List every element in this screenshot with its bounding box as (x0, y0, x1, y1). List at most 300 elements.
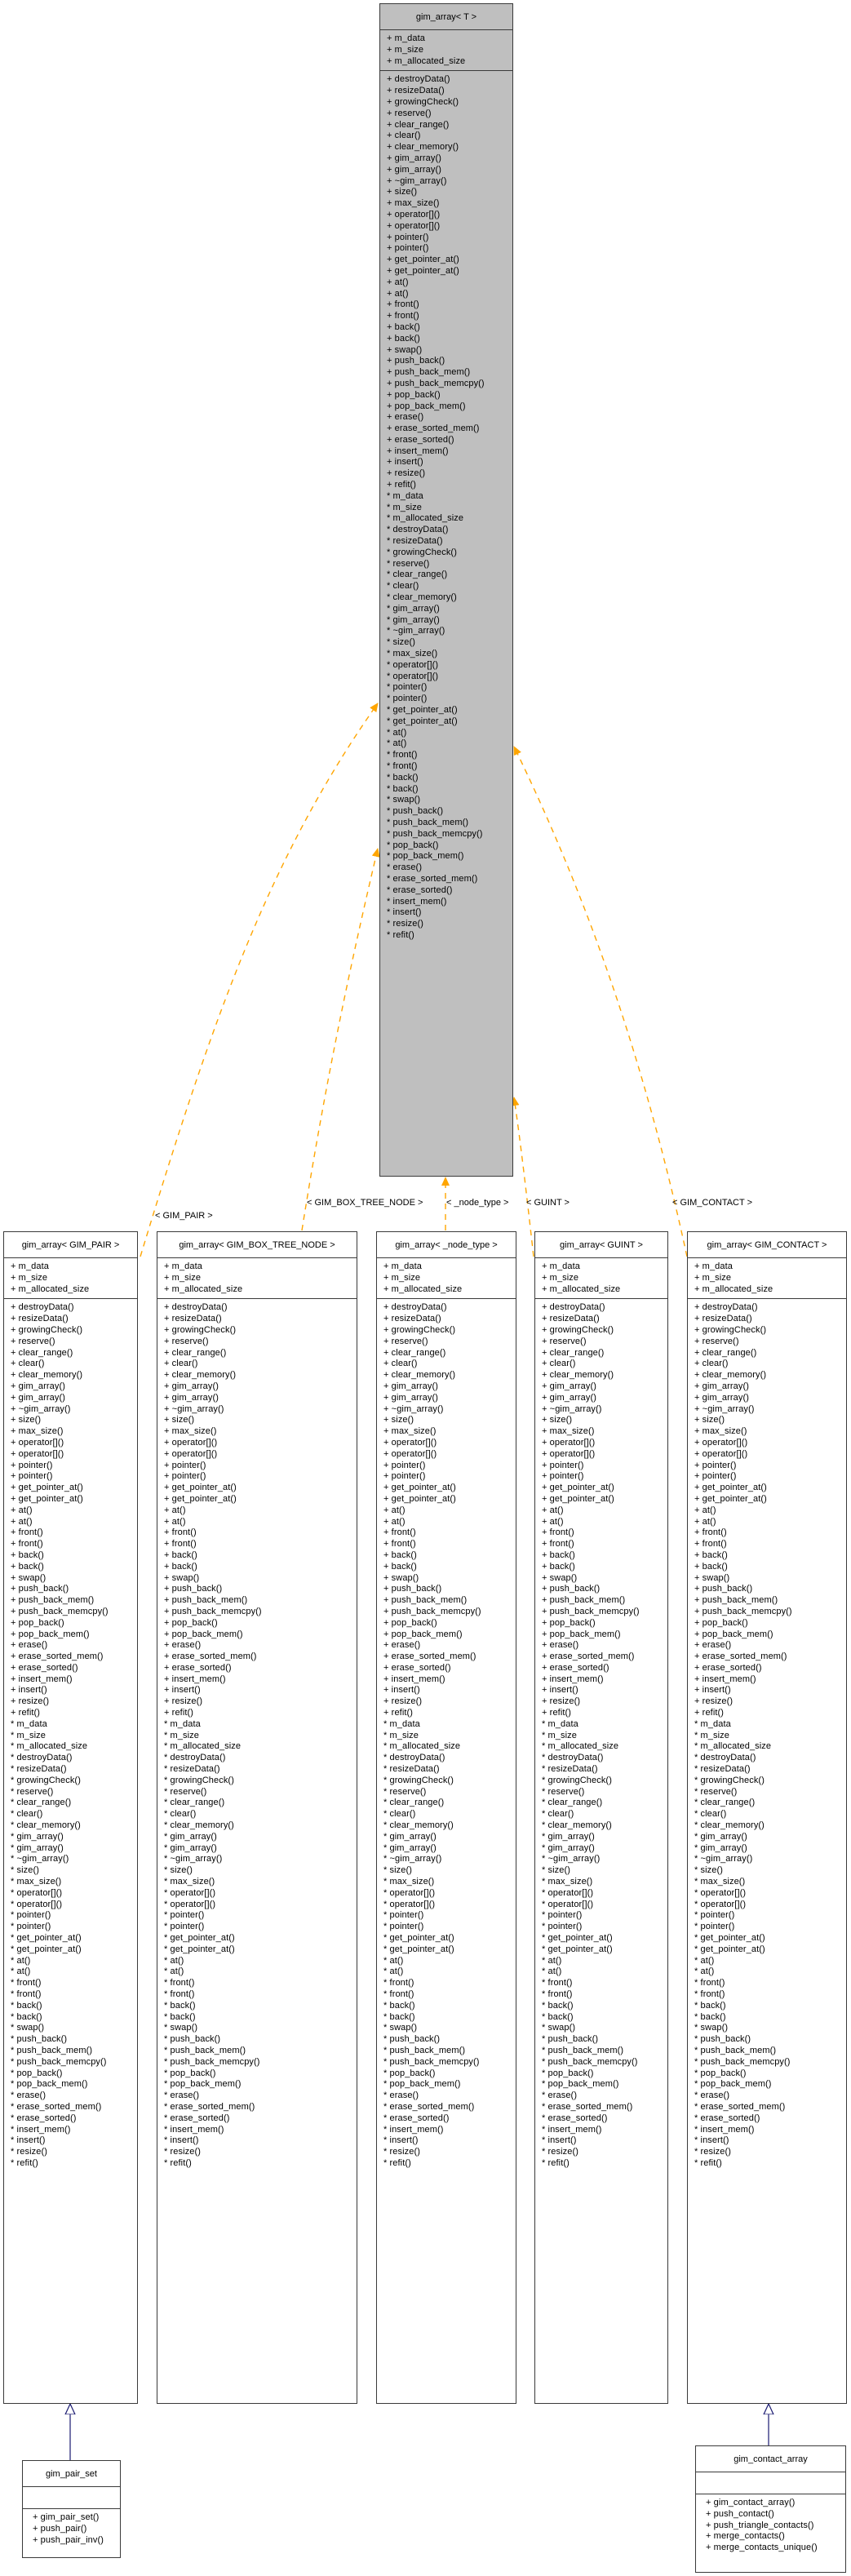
member-row: + at() (694, 1516, 716, 1527)
member-row: + pointer() (383, 1460, 426, 1470)
member-row: * gim_array() (542, 1842, 595, 1853)
member-row: + m_size (387, 44, 424, 55)
member-row: + back() (542, 1561, 575, 1572)
member-row: * size() (542, 1865, 571, 1876)
member-row: + get_pointer_at() (694, 1493, 767, 1504)
member-row: * push_back() (164, 2034, 221, 2045)
member-row: + max_size() (387, 198, 440, 209)
member-row: + front() (694, 1527, 727, 1538)
member-row: * clear_memory() (387, 592, 457, 603)
member-row: * push_back_memcpy() (694, 2056, 791, 2067)
member-row: * erase() (542, 2091, 578, 2101)
member-row: * erase() (383, 2091, 419, 2101)
member-row: + erase_sorted() (694, 1662, 762, 1673)
member-row: + resizeData() (694, 1314, 752, 1324)
member-row: * get_pointer_at() (11, 1933, 82, 1944)
member-row: + resizeData() (542, 1314, 600, 1324)
member-row: * front() (694, 1978, 725, 1989)
member-row: + destroyData() (542, 1302, 605, 1313)
edge-guint (514, 1097, 534, 1257)
member-row: + size() (164, 1415, 195, 1425)
member-row: * pointer() (383, 1922, 424, 1932)
member-row: * get_pointer_at() (383, 1933, 454, 1944)
member-row: * push_back_mem() (164, 2045, 246, 2055)
member-row: + m_data (383, 1261, 422, 1271)
member-row: + ~gim_array() (387, 175, 447, 186)
member-row: + at() (387, 277, 409, 287)
member-row: + push_back_mem() (542, 1595, 626, 1606)
member-row: + front() (383, 1527, 416, 1538)
member-row: * destroyData() (694, 1753, 756, 1763)
member-row: * resizeData() (11, 1764, 67, 1775)
member-row: + resize() (164, 1696, 203, 1707)
member-row: * resize() (542, 2147, 579, 2157)
member-row: * erase_sorted_mem() (383, 2101, 475, 2112)
member-row: * pointer() (542, 1910, 583, 1921)
member-row: * front() (542, 1978, 573, 1989)
member-row: * insert_mem() (694, 2124, 755, 2135)
member-row: * at() (387, 738, 407, 749)
member-row: * push_back_memcpy() (11, 2056, 107, 2067)
member-row: * size() (11, 1865, 40, 1876)
class-box-gim-array-t[interactable] (379, 3, 513, 1177)
member-row: + insert() (164, 1685, 201, 1696)
edge-gim-box-tree-node (302, 849, 378, 1230)
member-row: * growingCheck() (542, 1775, 612, 1785)
member-row: * insert_mem() (164, 2124, 224, 2135)
member-row: + erase_sorted() (11, 1662, 78, 1673)
member-row: * resize() (387, 919, 424, 929)
member-row: + pointer() (387, 243, 429, 254)
member-row: + insert_mem() (542, 1674, 604, 1684)
attributes-section (696, 2472, 845, 2494)
member-row: + pop_back() (164, 1617, 218, 1628)
member-row: + m_size (164, 1272, 202, 1283)
member-row: + back() (387, 333, 420, 344)
member-row: + m_size (383, 1272, 421, 1283)
member-row: + reserve() (387, 108, 432, 118)
member-row: + at() (542, 1505, 564, 1515)
member-row: * clear_memory() (694, 1820, 765, 1831)
member-row: + push_contact() (706, 2508, 774, 2519)
member-row: * max_size() (11, 1877, 62, 1887)
member-row: * gim_array() (164, 1842, 217, 1853)
class-box-gim-array-node-type[interactable] (376, 1231, 516, 2404)
member-row: * at() (11, 1966, 31, 1977)
member-row: + push_back_mem() (387, 367, 471, 378)
member-row: + pointer() (694, 1460, 737, 1470)
member-row: + get_pointer_at() (387, 265, 459, 276)
member-row: + reserve() (694, 1336, 739, 1346)
member-row: * m_size (11, 1730, 46, 1740)
member-row: * at() (164, 1966, 184, 1977)
member-row: + clear() (694, 1359, 729, 1369)
member-row: + erase() (164, 1640, 202, 1651)
member-row: * pop_back() (164, 2068, 216, 2078)
member-row: * push_back() (11, 2034, 68, 2045)
member-row: + resizeData() (164, 1314, 222, 1324)
member-row: * clear_range() (542, 1798, 603, 1808)
member-row: * pop_back_mem() (694, 2079, 772, 2090)
member-row: * back() (387, 783, 419, 794)
member-row: + pop_back() (387, 389, 441, 400)
member-row: * reserve() (694, 1786, 738, 1797)
member-row: + erase_sorted() (164, 1662, 232, 1673)
member-row: * get_pointer_at() (383, 1944, 454, 1954)
member-row: * front() (387, 761, 418, 771)
member-row: * front() (11, 1978, 42, 1989)
member-row: + front() (383, 1539, 416, 1550)
member-row: * operator[]() (383, 1887, 436, 1898)
member-row: * at() (387, 727, 407, 738)
member-row: * max_size() (387, 649, 438, 659)
member-row: * size() (383, 1865, 413, 1876)
member-row: * push_back_mem() (694, 2045, 777, 2055)
member-row: + gim_array() (387, 153, 442, 163)
member-row: + growingCheck() (383, 1324, 456, 1335)
member-row: * resize() (383, 2147, 421, 2157)
member-row: + insert() (542, 1685, 578, 1696)
member-row: * push_back_memcpy() (383, 2056, 480, 2067)
member-row: + max_size() (164, 1426, 217, 1437)
member-row: * erase_sorted() (383, 2113, 450, 2123)
member-row: * get_pointer_at() (694, 1944, 765, 1954)
member-row: + pop_back_mem() (542, 1629, 621, 1639)
member-row: + erase() (387, 412, 424, 423)
member-row: + m_size (694, 1272, 732, 1283)
member-row: + operator[]() (694, 1448, 748, 1459)
member-row: + back() (387, 321, 420, 332)
member-row: + insert_mem() (383, 1674, 445, 1684)
member-row: * erase_sorted_mem() (542, 2101, 633, 2112)
member-row: + growingCheck() (164, 1324, 237, 1335)
member-row: + max_size() (542, 1426, 595, 1437)
member-row: + push_back_memcpy() (694, 1606, 792, 1616)
member-row: + back() (11, 1550, 44, 1560)
methods-section (157, 1299, 357, 2172)
member-row: * ~gim_array() (11, 1854, 69, 1864)
class-box-gim-array-guint[interactable] (534, 1231, 668, 2404)
member-row: + m_allocated_size (11, 1284, 90, 1294)
member-row: + resize() (694, 1696, 734, 1707)
member-row: * operator[]() (164, 1899, 216, 1909)
member-row: * push_back() (542, 2034, 599, 2045)
member-row: * clear_range() (11, 1798, 72, 1808)
member-row: + growingCheck() (11, 1324, 83, 1335)
attributes-section (380, 30, 512, 71)
member-row: * m_size (387, 502, 422, 512)
member-row: + push_back_mem() (694, 1595, 778, 1606)
member-row: + m_size (542, 1272, 579, 1283)
class-box-gim-array-gim-box-tree-node[interactable] (157, 1231, 357, 2404)
attributes-section (688, 1258, 846, 1299)
member-row: * insert_mem() (383, 2124, 444, 2135)
member-row: * m_allocated_size (542, 1741, 619, 1752)
member-row: + pointer() (387, 232, 429, 242)
member-row: + clear() (387, 131, 421, 141)
member-row: + refit() (383, 1708, 414, 1718)
member-row: * swap() (387, 795, 421, 805)
member-row: + swap() (542, 1572, 578, 1583)
member-row: * gim_array() (383, 1831, 437, 1842)
member-row: + get_pointer_at() (164, 1483, 237, 1493)
member-row: * pop_back() (11, 2068, 63, 2078)
member-row: * at() (383, 1955, 404, 1966)
member-row: * gim_array() (542, 1831, 595, 1842)
member-row: * clear() (387, 581, 419, 592)
class-name: gim_array< GUINT > (535, 1232, 667, 1258)
member-row: + pop_back() (694, 1617, 748, 1628)
member-row: + swap() (164, 1572, 200, 1583)
member-row: * resize() (164, 2147, 202, 2157)
member-row: + get_pointer_at() (164, 1493, 237, 1504)
member-row: + pointer() (694, 1471, 737, 1482)
member-row: * max_size() (164, 1877, 215, 1887)
class-name: gim_pair_set (23, 2461, 120, 2487)
member-row: * pointer() (694, 1910, 735, 1921)
member-row: + resize() (383, 1696, 423, 1707)
methods-section (688, 1299, 846, 2172)
member-row: * operator[]() (694, 1899, 747, 1909)
member-row: * pointer() (383, 1910, 424, 1921)
class-name: gim_array< _node_type > (377, 1232, 516, 1258)
member-row: * erase_sorted() (164, 2113, 230, 2123)
member-row: + erase_sorted_mem() (164, 1652, 257, 1662)
member-row: * front() (387, 750, 418, 760)
member-row: + at() (694, 1505, 716, 1515)
member-row: + clear_range() (383, 1347, 446, 1358)
methods-section (4, 1299, 137, 2172)
member-row: + insert_mem() (694, 1674, 756, 1684)
member-row: + refit() (387, 480, 417, 490)
member-row: * at() (694, 1966, 715, 1977)
member-row: * erase() (11, 2091, 47, 2101)
member-row: + back() (383, 1550, 417, 1560)
member-row: + operator[]() (164, 1437, 218, 1448)
member-row: + push_back() (694, 1584, 753, 1594)
member-row: * pointer() (11, 1910, 51, 1921)
member-row: * pop_back_mem() (542, 2079, 619, 2090)
member-row: + reserve() (542, 1336, 587, 1346)
member-row: * refit() (164, 2157, 192, 2168)
member-row: + gim_array() (387, 164, 442, 175)
member-row: * m_allocated_size (11, 1741, 88, 1752)
member-row: * size() (387, 637, 416, 648)
member-row: * front() (164, 1978, 195, 1989)
edge-label-gim-box-tree-node: < GIM_BOX_TREE_NODE > (307, 1198, 423, 1208)
member-row: * size() (694, 1865, 724, 1876)
edge-gim-contact (514, 747, 687, 1257)
class-box-gim-array-gim-pair[interactable] (3, 1231, 138, 2404)
member-row: * m_data (11, 1718, 47, 1729)
member-row: * erase_sorted() (387, 885, 453, 895)
member-row: * reserve() (383, 1786, 427, 1797)
class-box-gim-pair-set[interactable] (22, 2460, 121, 2558)
member-row: * pointer() (387, 694, 428, 704)
member-row: * get_pointer_at() (11, 1944, 82, 1954)
member-row: + m_allocated_size (542, 1284, 621, 1294)
member-row: + clear_memory() (11, 1370, 83, 1381)
member-row: + insert_mem() (387, 446, 449, 456)
edge-gim-pair (140, 703, 378, 1257)
member-row: * m_allocated_size (694, 1741, 772, 1752)
member-row: + back() (542, 1550, 575, 1560)
member-row: + front() (542, 1527, 574, 1538)
member-row: + at() (164, 1516, 186, 1527)
member-row: + clear_memory() (383, 1370, 456, 1381)
member-row: + merge_contacts() (706, 2531, 785, 2542)
member-row: + clear() (542, 1359, 576, 1369)
member-row: * insert() (387, 907, 422, 918)
member-row: * resize() (11, 2147, 48, 2157)
member-row: * pointer() (11, 1922, 51, 1932)
member-row: + swap() (387, 344, 423, 355)
member-row: * clear_range() (164, 1798, 225, 1808)
member-row: * max_size() (542, 1877, 593, 1887)
member-row: * push_back() (387, 806, 444, 817)
member-row: * erase_sorted_mem() (11, 2101, 102, 2112)
member-row: * get_pointer_at() (164, 1933, 235, 1944)
class-box-gim-contact-array[interactable] (695, 2445, 846, 2573)
member-row: + pop_back() (542, 1617, 596, 1628)
member-row: + clear() (383, 1359, 418, 1369)
member-row: + front() (542, 1539, 574, 1550)
member-row: + clear_memory() (542, 1370, 614, 1381)
member-row: + pointer() (542, 1471, 584, 1482)
methods-section (380, 71, 512, 944)
member-row: * back() (164, 2000, 196, 2011)
member-row: + operator[]() (387, 209, 441, 219)
member-row: * get_pointer_at() (164, 1944, 235, 1954)
member-row: * m_size (164, 1730, 199, 1740)
member-row: + gim_array() (164, 1392, 219, 1403)
member-row: * operator[]() (542, 1899, 594, 1909)
member-row: + at() (383, 1505, 406, 1515)
member-row: + destroyData() (164, 1302, 228, 1313)
member-row: * pop_back() (383, 2068, 436, 2078)
member-row: + push_pair_inv() (33, 2534, 104, 2545)
member-row: + at() (164, 1505, 186, 1515)
member-row: + at() (387, 288, 409, 299)
member-row: + pop_back_mem() (694, 1629, 773, 1639)
member-row: + insert() (383, 1685, 420, 1696)
member-row: * m_size (694, 1730, 729, 1740)
member-row: * operator[]() (383, 1899, 436, 1909)
member-row: * clear() (383, 1809, 416, 1820)
class-box-gim-array-gim-contact[interactable] (687, 1231, 847, 2404)
member-row: + front() (11, 1527, 43, 1538)
member-row: * insert_mem() (387, 896, 447, 907)
member-row: * pointer() (542, 1922, 583, 1932)
member-row: * clear_memory() (164, 1820, 234, 1831)
member-row: * erase_sorted() (694, 2113, 760, 2123)
member-row: + pointer() (164, 1471, 206, 1482)
member-row: * at() (694, 1955, 715, 1966)
class-name: gim_array< GIM_PAIR > (4, 1232, 137, 1258)
member-row: * clear_memory() (383, 1820, 454, 1831)
member-row: * ~gim_array() (694, 1854, 753, 1864)
member-row: + max_size() (694, 1426, 747, 1437)
member-row: + back() (694, 1561, 728, 1572)
member-row: * pop_back_mem() (11, 2079, 88, 2090)
member-row: * pop_back_mem() (383, 2079, 461, 2090)
member-row: + clear_memory() (164, 1370, 237, 1381)
member-row: * get_pointer_at() (542, 1944, 613, 1954)
member-row: * refit() (694, 2157, 722, 2168)
member-row: + get_pointer_at() (387, 255, 459, 265)
member-row: + gim_array() (164, 1381, 219, 1391)
member-row: + resizeData() (11, 1314, 69, 1324)
member-row: + insert() (11, 1685, 47, 1696)
member-row: + ~gim_array() (383, 1403, 444, 1414)
member-row: + clear_range() (164, 1347, 227, 1358)
member-row: + front() (11, 1539, 43, 1550)
member-row: + operator[]() (694, 1437, 748, 1448)
member-row: * m_allocated_size (383, 1741, 461, 1752)
member-row: + refit() (11, 1708, 41, 1718)
member-row: + erase_sorted_mem() (387, 423, 480, 434)
member-row: * clear_memory() (11, 1820, 81, 1831)
member-row: * swap() (383, 2023, 418, 2033)
member-row: * push_back() (694, 2034, 751, 2045)
member-row: * erase_sorted() (542, 2113, 608, 2123)
member-row: * insert() (542, 2135, 577, 2146)
member-row: + clear_range() (11, 1347, 73, 1358)
member-row: + resize() (387, 468, 426, 479)
member-row: * back() (694, 2000, 726, 2011)
member-row: * erase() (164, 2091, 200, 2101)
member-row: + at() (11, 1505, 33, 1515)
member-row: + resizeData() (383, 1314, 441, 1324)
member-row: * swap() (694, 2023, 729, 2033)
member-row: * clear() (542, 1809, 574, 1820)
member-row: * operator[]() (542, 1887, 594, 1898)
member-row: + get_pointer_at() (383, 1493, 456, 1504)
member-row: + push_back_memcpy() (11, 1606, 109, 1616)
member-row: + operator[]() (387, 220, 441, 231)
member-row: * swap() (11, 2023, 45, 2033)
member-row: * back() (694, 2011, 726, 2022)
member-row: + push_back_mem() (11, 1595, 95, 1606)
class-name: gim_array< GIM_BOX_TREE_NODE > (157, 1232, 357, 1258)
member-row: * at() (383, 1966, 404, 1977)
member-row: * insert_mem() (542, 2124, 602, 2135)
member-row: * growingCheck() (694, 1775, 765, 1785)
member-row: + back() (383, 1561, 417, 1572)
member-row: * ~gim_array() (164, 1854, 223, 1864)
member-row: * max_size() (694, 1877, 746, 1887)
member-row: + back() (694, 1550, 728, 1560)
member-row: * clear() (694, 1809, 727, 1820)
member-row: * pop_back() (387, 840, 439, 850)
member-row: + erase_sorted_mem() (694, 1652, 787, 1662)
member-row: * front() (164, 1989, 195, 1999)
member-row: * m_data (164, 1718, 201, 1729)
member-row: + refit() (164, 1708, 194, 1718)
member-row: + push_triangle_contacts() (706, 2520, 814, 2530)
member-row: + gim_array() (11, 1392, 66, 1403)
member-row: * ~gim_array() (387, 626, 445, 636)
member-row: * refit() (383, 2157, 411, 2168)
member-row: * reserve() (542, 1786, 585, 1797)
member-row: * gim_array() (387, 603, 440, 614)
member-row: + refit() (542, 1708, 572, 1718)
member-row: * growingCheck() (11, 1775, 81, 1785)
member-row: + size() (694, 1415, 725, 1425)
member-row: + operator[]() (11, 1437, 64, 1448)
member-row: + m_data (11, 1261, 49, 1271)
class-name: gim_array< GIM_CONTACT > (688, 1232, 846, 1258)
